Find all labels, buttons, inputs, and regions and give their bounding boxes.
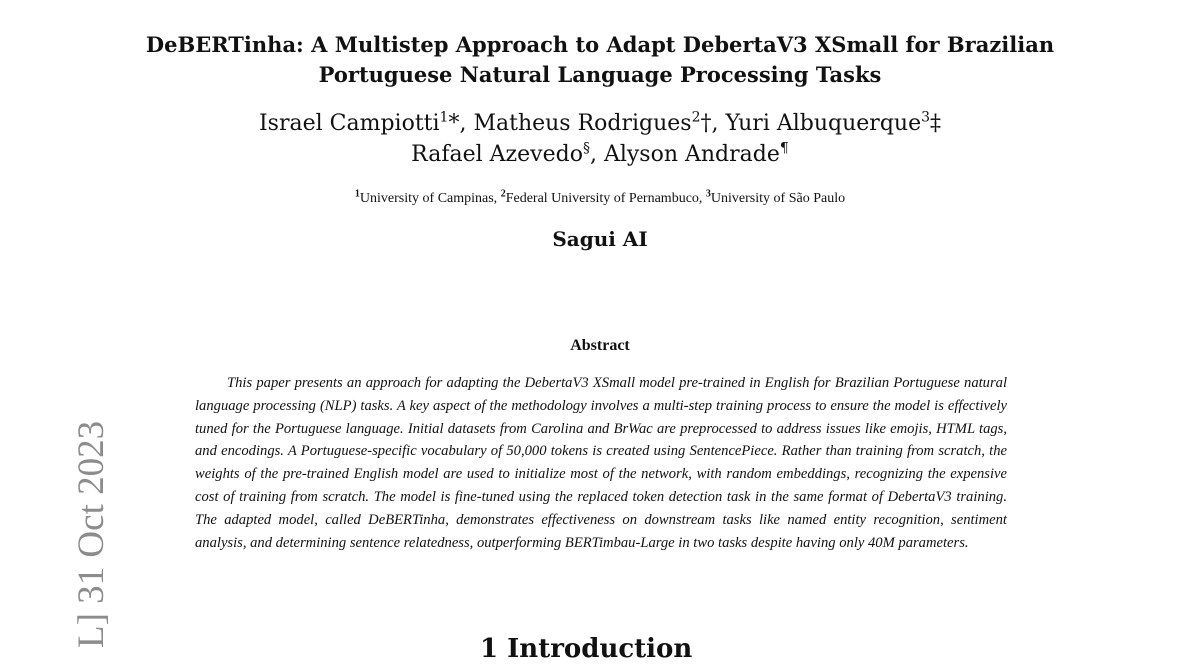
author-line-1 bbox=[0, 108, 1200, 139]
section-heading: 1 Introduction bbox=[480, 634, 693, 664]
abstract-heading: Abstract bbox=[570, 337, 630, 354]
author-separator: , bbox=[589, 142, 604, 167]
author-separator: *, bbox=[448, 111, 474, 136]
affiliation-mark: 1 bbox=[354, 188, 360, 200]
author-name: Rafael Azevedo bbox=[411, 142, 583, 167]
paper-title bbox=[0, 30, 1200, 90]
abstract-body: This paper presents an approach for adapting the DebertaV3 XSmall model pre-trained in English for Brazilian Portuguese natural language processing (NLP) tasks. A key aspect of the methodology involves a multi-step training process to ensure the model is effectively tuned for the Portuguese language. Initial datasets from Carolina and BrWac are preprocessed to address issues like emojis, HTML tags, and encodings. A Portuguese-specific vocabulary of 50,000 tokens is created using SentencePiece. Rather than training from scratch, the weights of the pre-trained English model are used to initialize most of the network, with random embeddings, recognizing the expensive cost of training from scratch. The model is fine-tuned using the replaced token detection task in the same format of DebertaV3 training. The adapted model, called DeBERTinha, demonstrates effectiveness on downstream tasks like named entity recognition, sentiment analysis, and determining sentence relatedness, outperforming BERTimbau-Large in two tasks despite having only 40M parameters. bbox=[195, 375, 1007, 551]
author-mark: § bbox=[582, 140, 590, 157]
author-mark: 3 bbox=[921, 109, 931, 126]
author-name: Yuri Albuquerque bbox=[725, 111, 922, 136]
affiliation-name: University of Campinas, bbox=[359, 191, 501, 206]
author-separator: †, bbox=[700, 111, 726, 136]
author-line-2 bbox=[0, 139, 1200, 170]
author-name: Israel Campiotti bbox=[258, 111, 440, 136]
title-line-1: DeBERTinha: A Multistep Approach to Adapt DebertaV3 XSmall for Brazilian bbox=[145, 32, 1055, 57]
affiliation-name: University of São Paulo bbox=[710, 191, 846, 206]
affiliation-mark: 3 bbox=[705, 188, 711, 200]
author-mark: 1 bbox=[439, 109, 449, 126]
affiliations bbox=[0, 189, 1200, 209]
author-separator: ‡ bbox=[930, 111, 942, 136]
author-list bbox=[0, 108, 1200, 170]
author-name: Matheus Rodrigues bbox=[473, 111, 692, 136]
arxiv-stamp: L] 31 Oct 2023 bbox=[71, 420, 112, 648]
title-line-2: Portuguese Natural Language Processing Tasks bbox=[318, 62, 882, 87]
affiliation-mark: 2 bbox=[500, 188, 506, 200]
author-mark: 2 bbox=[691, 109, 701, 126]
author-name: Alyson Andrade bbox=[603, 142, 780, 167]
organization: Sagui AI bbox=[552, 227, 648, 251]
affiliation-name: Federal University of Pernambuco, bbox=[505, 191, 706, 206]
author-mark: ¶ bbox=[779, 140, 789, 157]
